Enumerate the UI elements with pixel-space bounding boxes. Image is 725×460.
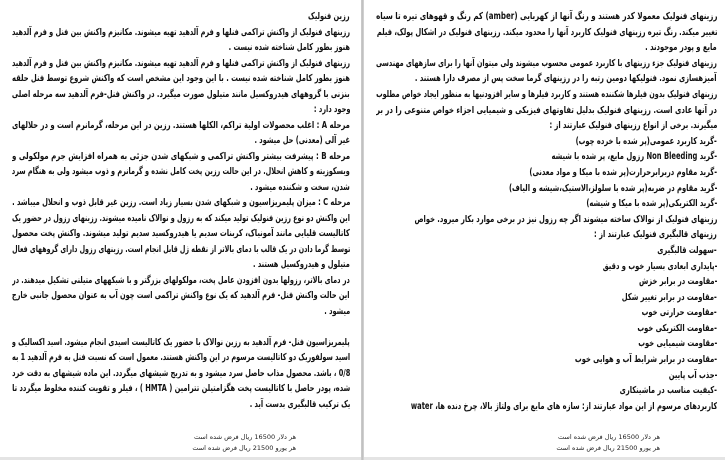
line-row xyxy=(12,71,350,87)
line-text: در آنها عادی است. رزینهای فنولیک بدلیل تفاوتهای فیزیکی و شیمیایی اجزاء خواص متنوعی را در بر xyxy=(376,104,717,116)
line-row xyxy=(12,335,350,351)
property-item: -مقاومت در برابر تغییر شکل xyxy=(621,291,717,303)
line-row xyxy=(376,399,717,415)
line-row xyxy=(376,212,717,228)
property-item: -سهولت قالبگیری xyxy=(657,244,717,256)
line-row xyxy=(376,25,717,41)
line-row xyxy=(376,103,717,119)
line-text: ویسکوزیته و کاهش انحلال. در این حالت رزین پخت کامل نشده و گرمانرم و ذوب میشود ولی به هنگام سرد xyxy=(12,166,350,177)
line-row xyxy=(12,397,350,413)
line-text: متیلول و هیدروکسیل هستند . xyxy=(253,259,350,270)
left-page-body xyxy=(12,9,350,412)
line-text: رزینهای فنولیک از نوالاک ساخته میشوند اگر چه رزول نیز در برخی موارد بکار میرود. خواص xyxy=(414,213,717,225)
list-item xyxy=(376,336,717,352)
property-item: -پایداری ابعادی بسیار خوب و دقیق xyxy=(602,260,717,272)
list-item xyxy=(376,290,717,306)
footer-note xyxy=(126,432,296,453)
property-item: -کیفیت مناسب در ماشینکاری xyxy=(619,385,717,397)
line-text: کاتالیست قلیایی مانند آمونیاک، کربنات سدیم یا هیدروکسید سدیم تولید میشوند. واکنش پخت محصول xyxy=(12,228,350,239)
list-item xyxy=(376,181,717,197)
line-row xyxy=(12,257,350,273)
line-row xyxy=(12,304,350,320)
line-row xyxy=(12,149,350,165)
line-text: شده، پودر حاصل با کاتالیست پخت هگزامتیلن تترامین ( HMTA ) ، فیلر و تقویت کننده مخلوط میگردد تا xyxy=(12,383,350,394)
line-text: رزینهای فنولیک جزء رزینهای با کاربرد عمومی محسوب میشوند ولی میتوان آنها را برای سازههای مهندسی xyxy=(376,57,717,69)
line-row xyxy=(376,71,717,87)
line-text: رزینهای فنولیک معمولا کدر هستند و رنگ آنها از کهربایی (amber) کم رنگ و قهوهای تیره تا سیاه xyxy=(376,11,717,22)
property-item: -مقاومت شیمیایی خوب xyxy=(637,338,717,350)
line-row xyxy=(12,242,350,258)
grade-item: -گرید کاربرد عمومی(پر شده با خرده چوب) xyxy=(575,135,717,147)
line-row xyxy=(12,366,350,382)
list-item xyxy=(376,321,717,337)
line-row xyxy=(376,56,717,72)
section-title: رزین فنولیک xyxy=(308,11,350,22)
line-row xyxy=(12,40,350,56)
right-page-body xyxy=(376,9,717,414)
stage-b-text: مرحله B : پیشرفت بیشتر واکنش تراکمی و شبکهای شدن جزئی به همراه افزایش جرم مولکولی و xyxy=(12,150,350,162)
line-text: اسید سولفوریک دو کاتالیست مرسوم در این واکنش هستند. معمول است که نسبت فنل به فرم آلدهید 1 به xyxy=(12,352,350,363)
line-row xyxy=(12,288,350,304)
line-row xyxy=(12,9,350,25)
line-text: مایع و پودر موجودند . xyxy=(645,42,717,54)
grade-item: -گرید مقاوم دربرابرحرارت(پر شده با میکا و مواد معدنی) xyxy=(529,166,717,178)
list-item xyxy=(376,243,717,259)
line-row xyxy=(12,118,350,134)
footer-dollar-rate: هر دلار 16500 ریال فرض شده است xyxy=(194,433,296,441)
property-item: -مقاومت در برابر شرایط آب و هوایی خوب xyxy=(574,354,717,366)
line-text: تغییر میکند. رنگ تیره رزینهای فنولیک کاربرد آنها را محدود میکند. رزینهای فنولیک در اشکال پولک، فیلم xyxy=(376,26,717,38)
list-item xyxy=(376,305,717,321)
line-text: شدن، سخت و شکننده میشود . xyxy=(250,181,350,193)
property-item: -مقاومت الکتریکی خوب xyxy=(637,322,717,334)
line-text: کاربردهای مرسوم از این مواد عبارتند از: سازه های مایع برای ولتاژ بالا، چرخ دنده ها، water xyxy=(410,400,717,412)
property-item: -مقاومت حرارتی خوب xyxy=(641,307,717,319)
stage-c-text: مرحله C : میزان پلیمریزاسیون و شبکهای شدن بسیار زیاد است. رزین غیر قابل ذوب و انحلال میباشد . xyxy=(12,197,350,208)
grade-item: -گرید مقاوم در ضربه(پر شده با سلولز،الاستیک،شیشه و الیاف) xyxy=(508,182,717,194)
line-row xyxy=(12,226,350,242)
footer-euro-rate: هر یورو 21500 ریال فرض شده است xyxy=(556,443,660,452)
line-row xyxy=(12,102,350,118)
line-text: پلیمریزاسیون فنل- فرم آلدهید به رزین نوالاک با حضور یک کاتالیست اسیدی انجام میشود. اسید اکسالیک و xyxy=(12,336,350,348)
list-item xyxy=(376,368,717,384)
list-item xyxy=(376,352,717,368)
stage-a-text: مرحله A : اغلب محصولات اولیة تراکم، الکلها هستند. رزین در این مرحله، گرمانرم است و در حلالهای xyxy=(12,119,350,131)
line-text: وجود دارد : xyxy=(313,104,350,115)
list-item xyxy=(376,274,717,290)
line-text: آمیزهسازی نمود. فنولیکها دومین رتبه را در رزینهای گرما سخت پس از مصرف دارا هستند . xyxy=(415,73,717,85)
line-text: یک ترکیب قالبگیری بدست آید . xyxy=(249,398,350,410)
paragraph-gap xyxy=(12,319,350,335)
line-text: این واکنش دو نوع رزین فنولیک تولید میکند که به رزول و نوالاک نامیده میشوند. رزینهای رزول در حضور یک xyxy=(12,212,350,224)
line-row xyxy=(376,40,717,56)
property-item: -مقاومت در برابر خزش xyxy=(638,276,717,288)
line-text: بنزنی با گروههای هیدروکسیل مانند متیلول صورت میگیرد. در واکنش فنل-فرم آلدهید سه مرحله اصلی xyxy=(12,88,350,100)
line-row xyxy=(376,87,717,103)
list-item xyxy=(376,259,717,275)
footer-dollar-rate: هر دلار 16500 ریال فرض شده است xyxy=(558,433,660,441)
line-row xyxy=(376,227,717,243)
line-text: میگیرند. برخی از انواع رزینهای فنولیک عبارتند از : xyxy=(549,120,717,132)
line-text: هنوز بطور کامل شناخته شده نیست . xyxy=(228,42,350,53)
line-row xyxy=(12,180,350,196)
line-row xyxy=(12,87,350,103)
footer-euro-rate: هر یورو 21500 ریال فرض شده است xyxy=(192,443,296,452)
line-text: میشود . xyxy=(324,305,350,317)
left-page xyxy=(0,0,361,457)
line-row xyxy=(12,56,350,72)
line-text: این حالت واکنش فنل- فرم آلدهید که یک نوع واکنش تراکمی است چون آب به عنوان محصول جانبی خارج xyxy=(12,290,350,301)
line-row xyxy=(12,350,350,366)
right-page xyxy=(364,0,725,457)
footer-note xyxy=(490,432,660,453)
grade-item: -گرید Non Bleeding رزول مایع، پر شده با شیشه xyxy=(551,151,717,163)
line-text: رزینهای قالبگیری فنولیک عبارتند از : xyxy=(594,229,717,241)
line-text: رزینهای فنولیک از واکنش تراکمی فنلها و فرم آلدهید تهیه میشوند. مکانیزم واکنش بین فنل و فرم آلدهید xyxy=(12,57,350,69)
list-item xyxy=(376,165,717,181)
line-row xyxy=(12,133,350,149)
line-row xyxy=(12,25,350,41)
line-row xyxy=(376,9,717,25)
list-item xyxy=(376,134,717,150)
grade-item: -گرید الکتریکی(پر شده با میکا و شیشه) xyxy=(586,198,717,210)
list-item xyxy=(376,149,717,165)
line-text: توسط گرما دادن در یک قالب با دمای بالاتر از نقطه ژل قابل انجام است. رزینهای رزول دارای گروههای فعال xyxy=(12,243,350,255)
line-text: هنوز بطور کامل شناخته شده نیست . با این وجود این مشخص است که واکنش شروع توسط فنل حلقه xyxy=(12,73,350,84)
line-row xyxy=(12,195,350,211)
line-row xyxy=(376,118,717,134)
list-item xyxy=(376,196,717,212)
line-row xyxy=(12,164,350,180)
list-item xyxy=(376,383,717,399)
line-row xyxy=(12,381,350,397)
line-text: رزینهای فنولیک از واکنش تراکمی فنلها و فرم آلدهید تهیه میشوند. مکانیزم واکنش بین فنل و فرم آلدهید xyxy=(12,26,350,38)
line-text: رزینهای فنولیک بدون فیلرها شکننده هستند و کاربرد فیلرها و سایر افزودنیها به منظور ایجاد خواص مطلوب xyxy=(376,88,717,100)
line-text: غیر آلی (معدنی) حل میشود . xyxy=(254,135,350,146)
line-text: 0/8 ، باشد. محصول مذاب حاصل سرد میشود و به تدریج شیشهای میگردد. این ماده شیشهای به دقت خرد xyxy=(12,367,350,379)
line-row xyxy=(12,273,350,289)
property-item: -جذب آب پایین xyxy=(668,369,717,381)
line-row xyxy=(12,211,350,227)
line-text: در دمای بالاتر، رزولها بدون افزودن عامل پخت، مولکولهای بزرگتر و با شبکههای متیلنی تشکیل میدهند. در xyxy=(12,274,350,286)
